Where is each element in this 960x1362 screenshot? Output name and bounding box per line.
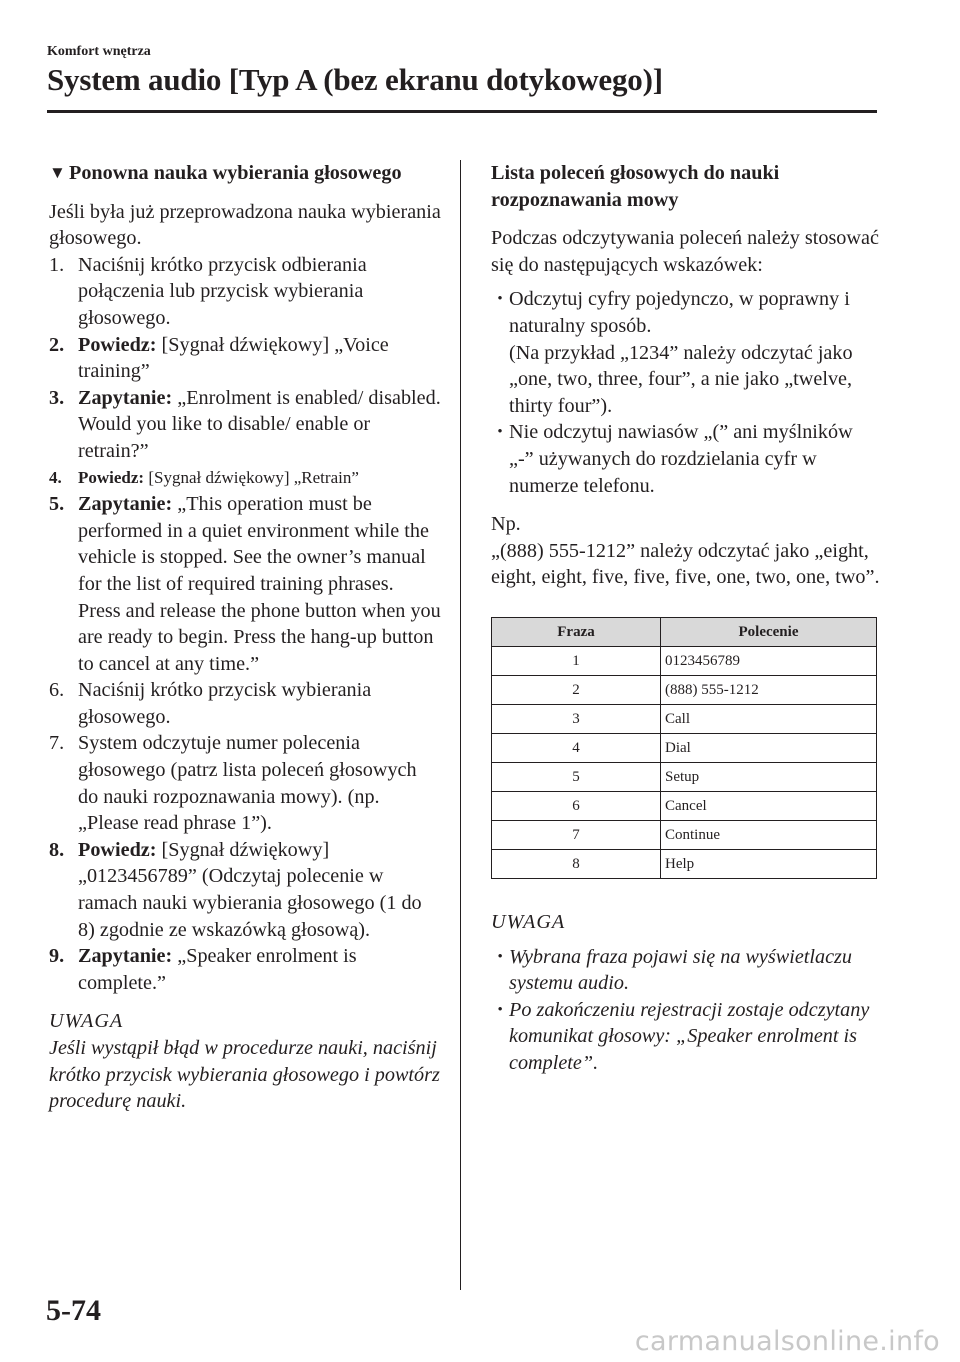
step-number: 5. <box>49 493 65 516</box>
table-row <box>492 704 877 733</box>
table-cell: 3 <box>492 704 661 733</box>
step-text: System odczytuje numer polecenia głosowego (patrz lista poleceń głosowych do nauki rozpoznawania mowy). (np. „Please read phrase 1”). <box>78 732 417 835</box>
step-item <box>49 465 441 492</box>
intro-text: Jeśli była już przeprowadzona nauka wybierania głosowego. <box>49 200 441 250</box>
phrase-table <box>491 617 877 879</box>
step-text <box>78 385 441 465</box>
table-header: Polecenie <box>661 617 877 646</box>
table-cell: Call <box>661 704 877 733</box>
note-list <box>491 944 881 1077</box>
bullet-icon: • <box>497 424 503 441</box>
list-item <box>491 419 881 499</box>
table-row <box>492 762 877 791</box>
table-row <box>492 849 877 878</box>
step-item <box>49 837 441 943</box>
guideline-list <box>491 286 881 499</box>
table-cell: 4 <box>492 733 661 762</box>
page-title: System audio [Typ A (bez ekranu dotykowego)] <box>47 62 663 97</box>
triangle-down-icon: ▼ <box>49 163 66 182</box>
section-heading-text: Ponowna nauka wybierania głosowego <box>69 162 402 184</box>
table-cell: Help <box>661 849 877 878</box>
step-number: 7. <box>49 732 65 755</box>
table-row <box>492 791 877 820</box>
table-cell: Continue <box>661 820 877 849</box>
bullet-content <box>509 286 881 419</box>
table-cell: 8 <box>492 849 661 878</box>
table-cell: 5 <box>492 762 661 791</box>
table-cell: 6 <box>492 791 661 820</box>
table-cell: 7 <box>492 820 661 849</box>
list-item <box>491 286 881 419</box>
example-text: „(888) 555-1212” należy odczytać jako „eight, eight, eight, five, five, five, one, two, one, two”. <box>491 539 880 589</box>
steps-list <box>49 252 441 997</box>
step-item <box>49 252 441 332</box>
step-item <box>49 332 441 385</box>
step-item <box>49 943 441 996</box>
bullet-text: Nie odczytuj nawiasów „(” ani myślników „-” używanych do rozdzielania cyfr w numerze telefonu. <box>509 421 853 497</box>
note-title: UWAGA <box>49 1010 124 1033</box>
note-bullet-text: Po zakończeniu rejestracji zostaje odczytany komunikat głosowy: „Speaker enrolment is complete”. <box>509 998 870 1074</box>
step-body: „Enrolment is enabled/ disabled. Would you like to disable/ enable or retrain?” <box>78 386 441 462</box>
step-label: Powiedz: <box>78 333 157 356</box>
bullet-icon: • <box>497 948 503 965</box>
step-number: 3. <box>49 386 65 409</box>
table-row <box>492 675 877 704</box>
step-body: [Sygnał dźwiękowy] „Voice training” <box>78 333 389 383</box>
subsection-title: Lista poleceń głosowych do nauki rozpoznawania mowy <box>491 162 780 211</box>
table-cell: (888) 555-1212 <box>661 675 877 704</box>
table-header: Fraza <box>492 617 661 646</box>
section-heading <box>49 160 441 187</box>
table-cell: Setup <box>661 762 877 791</box>
step-text: Naciśnij krótko przycisk wybierania głosowego. <box>78 679 372 728</box>
note-text: Jeśli wystąpił błąd w procedurze nauki, naciśnij krótko przycisk wybierania głosowego i powtórz procedurę nauki. <box>49 1037 440 1113</box>
note-title: UWAGA <box>491 910 566 933</box>
step-item <box>49 730 441 836</box>
list-item <box>491 997 881 1077</box>
right-column <box>491 160 881 1076</box>
section-category: Komfort wnętrza <box>47 44 151 59</box>
note-bullet-text: Wybrana fraza pojawi się na wyświetlaczu systemu audio. <box>509 945 853 995</box>
step-text <box>78 943 441 996</box>
step-item <box>49 491 441 677</box>
watermark: carmanualsonline.info <box>634 1326 940 1357</box>
step-number: 8. <box>49 838 65 861</box>
header-rule <box>47 110 877 113</box>
step-body: [Sygnał dźwiękowy] „Retrain” <box>148 467 359 487</box>
step-number: 1. <box>49 253 65 276</box>
bullet-text: Odczytuj cyfry pojedynczo, w poprawny i naturalny sposób. <box>509 288 850 337</box>
step-number: 9. <box>49 945 65 968</box>
step-body: „This operation must be performed in a quiet environment while the vehicle is stopped. See the owner’s manual for the list of required training phrases. Press and release the phone button when you are ready to begin. Press the hang-up button to cancel at any time.” <box>78 493 441 675</box>
table-row <box>492 733 877 762</box>
bullet-example: (Na przykład „1234” należy odczytać jako „one, two, three, four”, a nie jako „twelve, thirty four”). <box>509 341 853 417</box>
step-number: 2. <box>49 333 65 356</box>
page-number: 5-74 <box>46 1294 101 1327</box>
step-text: Naciśnij krótko przycisk odbierania połączenia lub przycisk wybierania głosowego. <box>78 253 367 329</box>
table-cell: 0123456789 <box>661 646 877 675</box>
step-text <box>78 332 441 385</box>
table-cell: Dial <box>661 733 877 762</box>
step-text <box>78 465 359 492</box>
table-cell: 1 <box>492 646 661 675</box>
intro-text: Podczas odczytywania poleceń należy stosować się do następujących wskazówek: <box>491 227 879 276</box>
step-item <box>49 677 441 730</box>
bullet-icon: • <box>497 291 503 308</box>
column-divider <box>460 160 461 1290</box>
step-body: „Speaker enrolment is complete.” <box>78 945 357 994</box>
step-label: Zapytanie: <box>78 945 173 968</box>
list-item <box>491 944 881 997</box>
table-row <box>492 820 877 849</box>
table-row <box>492 646 877 675</box>
step-label: Powiedz: <box>78 838 157 861</box>
step-number: 4. <box>49 467 62 487</box>
table-cell: Cancel <box>661 791 877 820</box>
note-block <box>491 909 881 1077</box>
step-text <box>78 837 441 943</box>
step-body: [Sygnał dźwiękowy] „0123456789” (Odczytaj polecenie w ramach nauki wybierania głosowego (1 do 8) zgodnie ze wskazówką głosową). <box>78 838 422 941</box>
step-label: Zapytanie: <box>78 493 173 516</box>
example-label: Np. <box>491 513 521 536</box>
step-label: Powiedz: <box>78 467 145 487</box>
step-item <box>49 385 441 465</box>
step-number: 6. <box>49 679 65 702</box>
step-text <box>78 491 441 677</box>
table-cell: 2 <box>492 675 661 704</box>
bullet-icon: • <box>497 1001 503 1018</box>
table-header-row <box>492 617 877 646</box>
step-label: Zapytanie: <box>78 386 173 409</box>
left-column <box>49 160 441 1115</box>
